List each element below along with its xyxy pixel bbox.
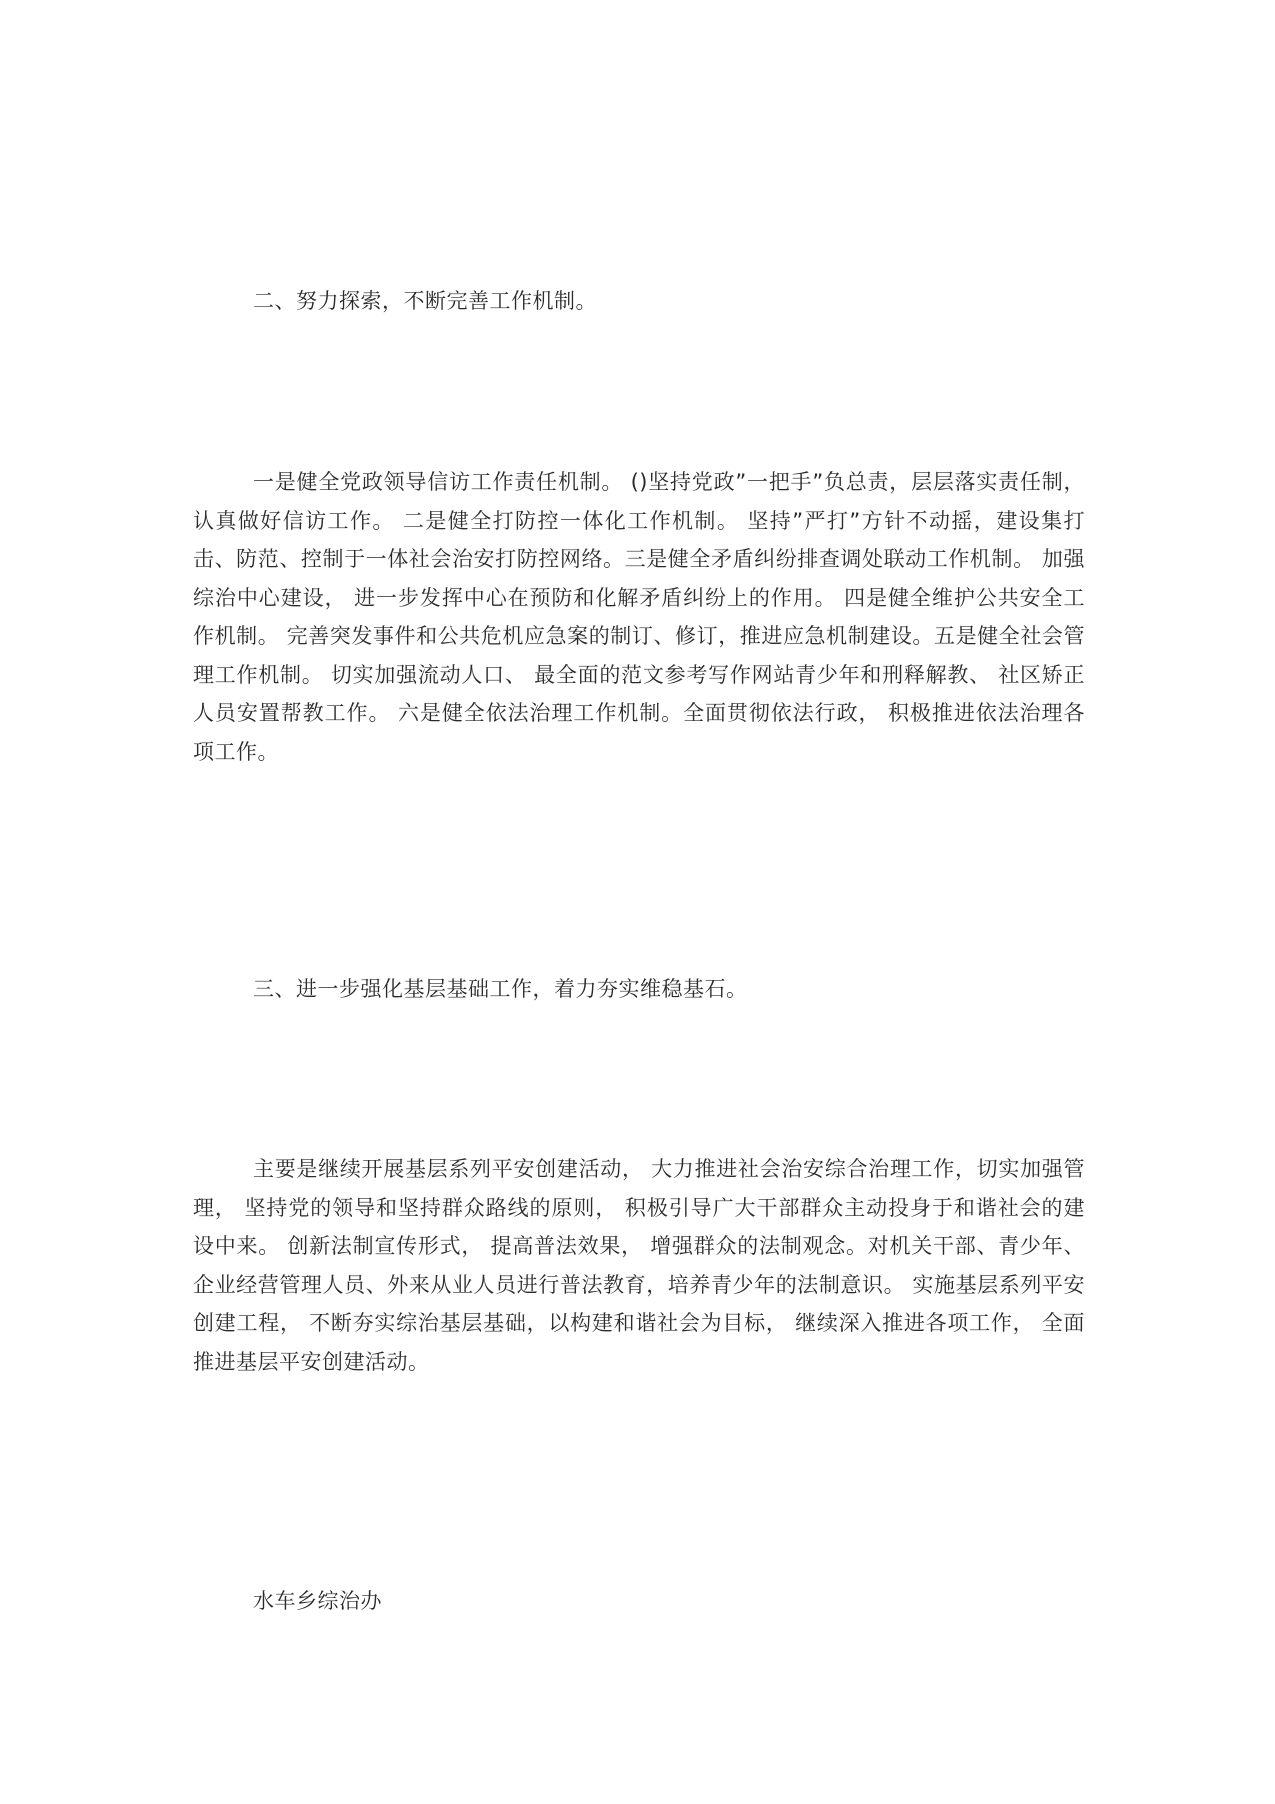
section-heading-2: 二、努力探索，不断完善工作机制。 [253, 289, 597, 313]
signature-office: 水车乡综治办 [253, 1589, 382, 1613]
section-heading-3: 三、进一步强化基层基础工作，着力夯实维稳基石。 [253, 977, 748, 1001]
section-paragraph-3: 主要是继续开展基层系列平安创建活动， 大力推进社会治安综合治理工作，切实加强管理， 坚持党的领导和坚持群众路线的原则， 积极引导广大干部群众主动投身于和谐社会的建设中来。 创新法制宣传形式， 提高普法效果， 增强群众的法制观念。对机关干部、青少年、企业经营管理人员、外来从业人员进行普法教育，培养青少年的法制意识。 实施基层系列平安创建工程， 不断夯实综治基层基础，以构建和谐社会为目标， 继续深入推进各项工作， 全面推进基层平安创建活动。 [193, 1157, 1085, 1374]
section-paragraph-2: 一是健全党政领导信访工作责任机制。 ()坚持党政”一把手”负总责，层层落实责任制， 认真做好信访工作。 二是健全打防控一体化工作机制。 坚持”严打”方针不动摇，建设集打击、防范、控制于一体社会治安打防控网络。三是健全矛盾纠纷排查调处联动工作机制。 加强综治中心建设， 进一步发挥中心在预防和化解矛盾纠纷上的作用。 四是健全维护公共安全工作机制。 完善突发事件和公共危机应急案的制订、修订，推进应急机制建设。五是健全社会管理工作机制。 切实加强流动人口、 最全面的范文参考写作网站青少年和刑释解教、 社区矫正人员安置帮教工作。 六是健全依法治理工作机制。全面贯彻依法行政， 积极推进依法治理各项工作。 [193, 470, 1093, 764]
